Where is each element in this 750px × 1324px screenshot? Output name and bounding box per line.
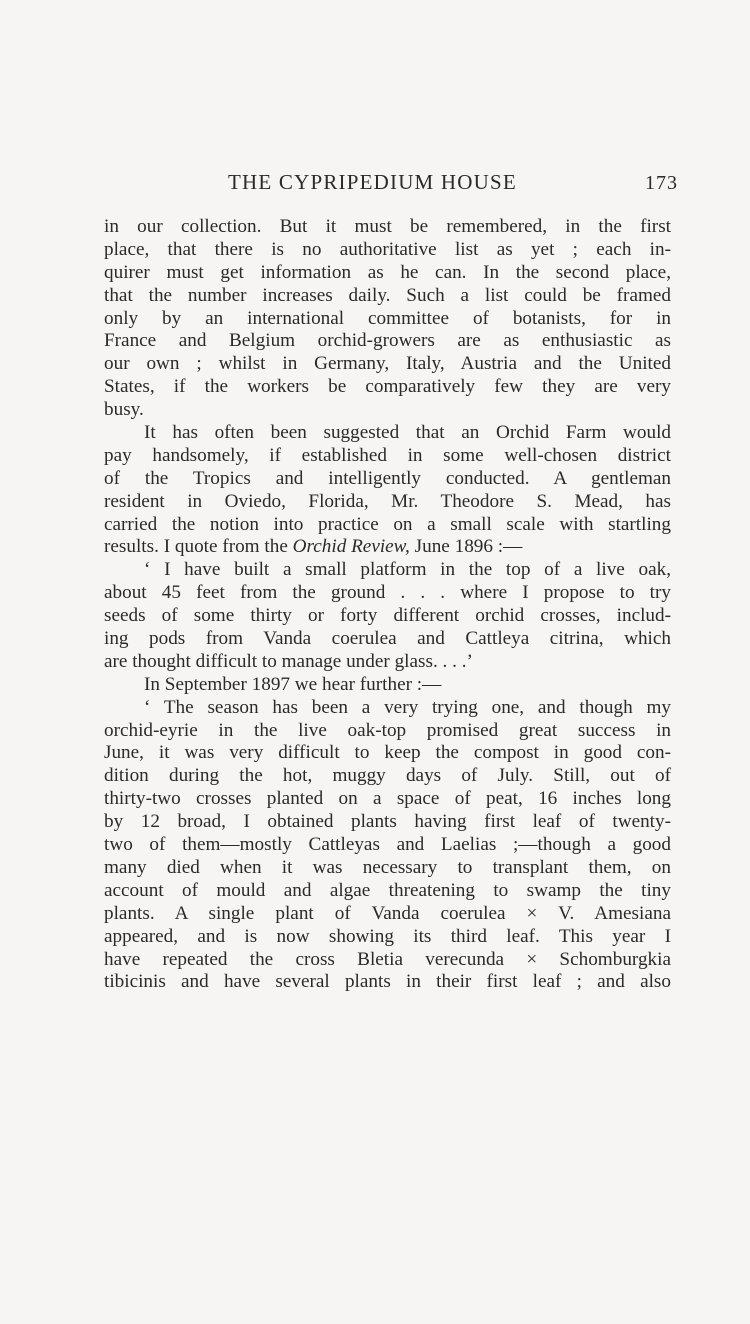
text-line: thirty-two crosses planted on a space of peat, 16 inches long [104,788,671,810]
text-line: account of mould and algae threatening to swamp the tiny [104,879,671,901]
page-number: 173 [645,172,678,194]
text-line: place, that there is no authoritative list as yet ; each in- [104,238,671,260]
text-line: seeds of some thirty or forty different orchid crosses, includ- [104,605,671,627]
text-line: by 12 broad, I obtained plants having first leaf of twenty- [104,811,671,833]
text-segment: results. I quote from the [104,536,293,558]
text-line: ‘ The season has been a very trying one, and though my [144,696,671,718]
text-line: in our collection. But it must be remembered, in the first [104,216,671,237]
text-line: only by an international committee of botanists, for in [104,307,671,329]
text-line: of the Tropics and intelligently conducted. A gentleman [104,467,671,489]
running-head [104,170,678,200]
text-segment: June 1896 :— [409,536,523,558]
text-line: carried the notion into practice on a small scale with startling [104,513,671,535]
text-line: ing pods from Vanda coerulea and Cattleya citrina, which [104,628,671,650]
text-line: plants. A single plant of Vanda coerulea × V. Amesiana [104,902,671,924]
body-text [104,216,671,994]
text-line: many died when it was necessary to transplant them, on [104,856,671,878]
text-line: two of them—mostly Cattleyas and Laelias ;—though a good [104,834,671,856]
text-line-with-citation [104,536,671,559]
text-line: France and Belgium orchid-growers are as enthusiastic as [104,330,671,352]
text-line: have repeated the cross Bletia verecunda × Schomburgkia [104,948,671,970]
text-line: tibicinis and have several plants in their first leaf ; and also [104,971,671,993]
text-line: about 45 feet from the ground . . . where I propose to try [104,582,671,604]
text-line: busy. [104,399,144,421]
text-line: pay handsomely, if established in some well-chosen district [104,444,671,466]
text-line: are thought difficult to manage under glass. . . .’ [104,650,473,672]
text-line: June, it was very difficult to keep the compost in good con- [104,742,671,764]
text-line: quirer must get information as he can. In the second place, [104,261,671,283]
text-line: In September 1897 we hear further :— [144,673,442,695]
text-line: It has often been suggested that an Orchid Farm would [144,422,671,444]
text-line: our own ; whilst in Germany, Italy, Austria and the United [104,353,671,375]
text-line: orchid-eyrie in the live oak-top promised great success in [104,719,671,741]
text-line: appeared, and is now showing its third leaf. This year I [104,925,671,947]
text-line: States, if the workers be comparatively few they are very [104,376,671,398]
text-line: dition during the hot, muggy days of July. Still, out of [104,765,671,787]
text-line: that the number increases daily. Such a list could be framed [104,284,671,306]
text-line: ‘ I have built a small platform in the top of a live oak, [144,559,671,581]
text-line: resident in Oviedo, Florida, Mr. Theodore S. Mead, has [104,490,671,512]
running-title: THE CYPRIPEDIUM HOUSE [228,170,517,194]
periodical-title: Orchid Review, [292,536,410,558]
